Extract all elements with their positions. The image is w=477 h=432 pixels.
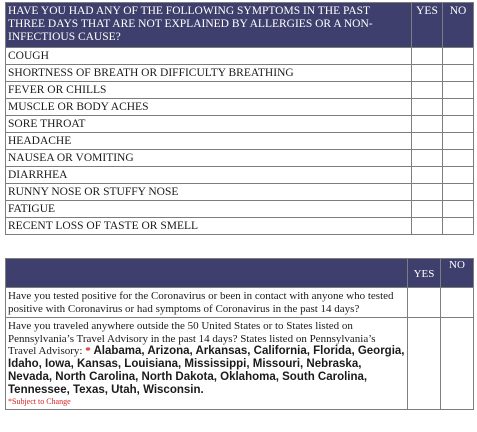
- yes-checkbox[interactable]: [412, 99, 443, 116]
- no-checkbox[interactable]: [443, 82, 474, 99]
- symptom-label: SHORTNESS OF BREATH OR DIFFICULTY BREATHING: [6, 65, 412, 82]
- yes-checkbox[interactable]: [412, 48, 443, 65]
- symptom-label: FATIGUE: [6, 201, 412, 218]
- no-checkbox[interactable]: [443, 184, 474, 201]
- yes-checkbox[interactable]: [412, 150, 443, 167]
- no-column-header: NO: [443, 3, 474, 48]
- yes-column-header: YES: [408, 259, 441, 288]
- yes-column-header: YES: [412, 3, 443, 48]
- yes-checkbox[interactable]: [412, 116, 443, 133]
- no-checkbox[interactable]: [441, 288, 474, 318]
- travel-question-text: Have you traveled anywhere outside the 50 United States or to States listed on Pennsylvania’s Travel Advisory in the past 14 days? States listed on Pennsylvania’s Travel Advisory:: [8, 320, 376, 357]
- symptom-row: [6, 167, 474, 184]
- no-checkbox[interactable]: [443, 167, 474, 184]
- symptom-label: MUSCLE OR BODY ACHES: [6, 99, 412, 116]
- exposure-table: [5, 258, 474, 410]
- subject-to-change-note: *Subject to Change: [8, 397, 71, 406]
- symptom-label: RUNNY NOSE OR STUFFY NOSE: [6, 184, 412, 201]
- symptoms-question-header: HAVE YOU HAD ANY OF THE FOLLOWING SYMPTOMS IN THE PAST THREE DAYS THAT ARE NOT EXPLAINED BY ALLERGIES OR A NON-INFECTIOUS CAUSE?: [6, 3, 412, 48]
- symptom-row: [6, 133, 474, 150]
- symptom-label: HEADACHE: [6, 133, 412, 150]
- yes-checkbox[interactable]: [412, 65, 443, 82]
- yes-checkbox[interactable]: [408, 288, 441, 318]
- yes-checkbox[interactable]: [412, 82, 443, 99]
- symptom-row: [6, 116, 474, 133]
- symptom-row: [6, 150, 474, 167]
- yes-checkbox[interactable]: [412, 201, 443, 218]
- no-checkbox[interactable]: [443, 65, 474, 82]
- symptom-label: RECENT LOSS OF TASTE OR SMELL: [6, 218, 412, 235]
- exposure-header-blank: [6, 259, 408, 288]
- symptom-row: [6, 48, 474, 65]
- symptom-label: NAUSEA OR VOMITING: [6, 150, 412, 167]
- no-checkbox[interactable]: [443, 48, 474, 65]
- no-checkbox[interactable]: [441, 318, 474, 410]
- no-checkbox[interactable]: [443, 218, 474, 235]
- symptom-label: DIARRHEA: [6, 167, 412, 184]
- no-checkbox[interactable]: [443, 201, 474, 218]
- no-checkbox[interactable]: [443, 133, 474, 150]
- yes-checkbox[interactable]: [412, 184, 443, 201]
- yes-checkbox[interactable]: [412, 133, 443, 150]
- yes-checkbox[interactable]: [408, 318, 441, 410]
- subject-to-change-marker: *: [85, 345, 91, 357]
- advisory-states-list: Alabama, Arizona, Arkansas, California, Florida, Georgia, Idaho, Iowa, Kansas, Louisiana, Mississippi, Missouri, Nebraska, Nevada, North Carolina, North Dakota, Oklahoma, South Carolina, Tennessee, Texas, Utah, Wisconsin.: [8, 345, 405, 396]
- symptom-row: [6, 65, 474, 82]
- symptom-row: [6, 218, 474, 235]
- symptom-label: COUGH: [6, 48, 412, 65]
- contact-question: Have you tested positive for the Coronavirus or been in contact with anyone who tested positive with Coronavirus or had symptoms of Coronavirus in the past 14 days?: [6, 288, 408, 318]
- no-column-header: NO: [441, 259, 474, 288]
- question-row: [6, 318, 474, 410]
- symptom-row: [6, 82, 474, 99]
- symptoms-table: [5, 2, 474, 235]
- travel-question: [6, 318, 408, 410]
- yes-checkbox[interactable]: [412, 167, 443, 184]
- symptom-row: [6, 99, 474, 116]
- no-checkbox[interactable]: [443, 116, 474, 133]
- symptom-label: SORE THROAT: [6, 116, 412, 133]
- question-row: [6, 288, 474, 318]
- yes-checkbox[interactable]: [412, 218, 443, 235]
- symptom-row: [6, 201, 474, 218]
- symptom-label: FEVER OR CHILLS: [6, 82, 412, 99]
- no-checkbox[interactable]: [443, 150, 474, 167]
- symptom-row: [6, 184, 474, 201]
- no-checkbox[interactable]: [443, 99, 474, 116]
